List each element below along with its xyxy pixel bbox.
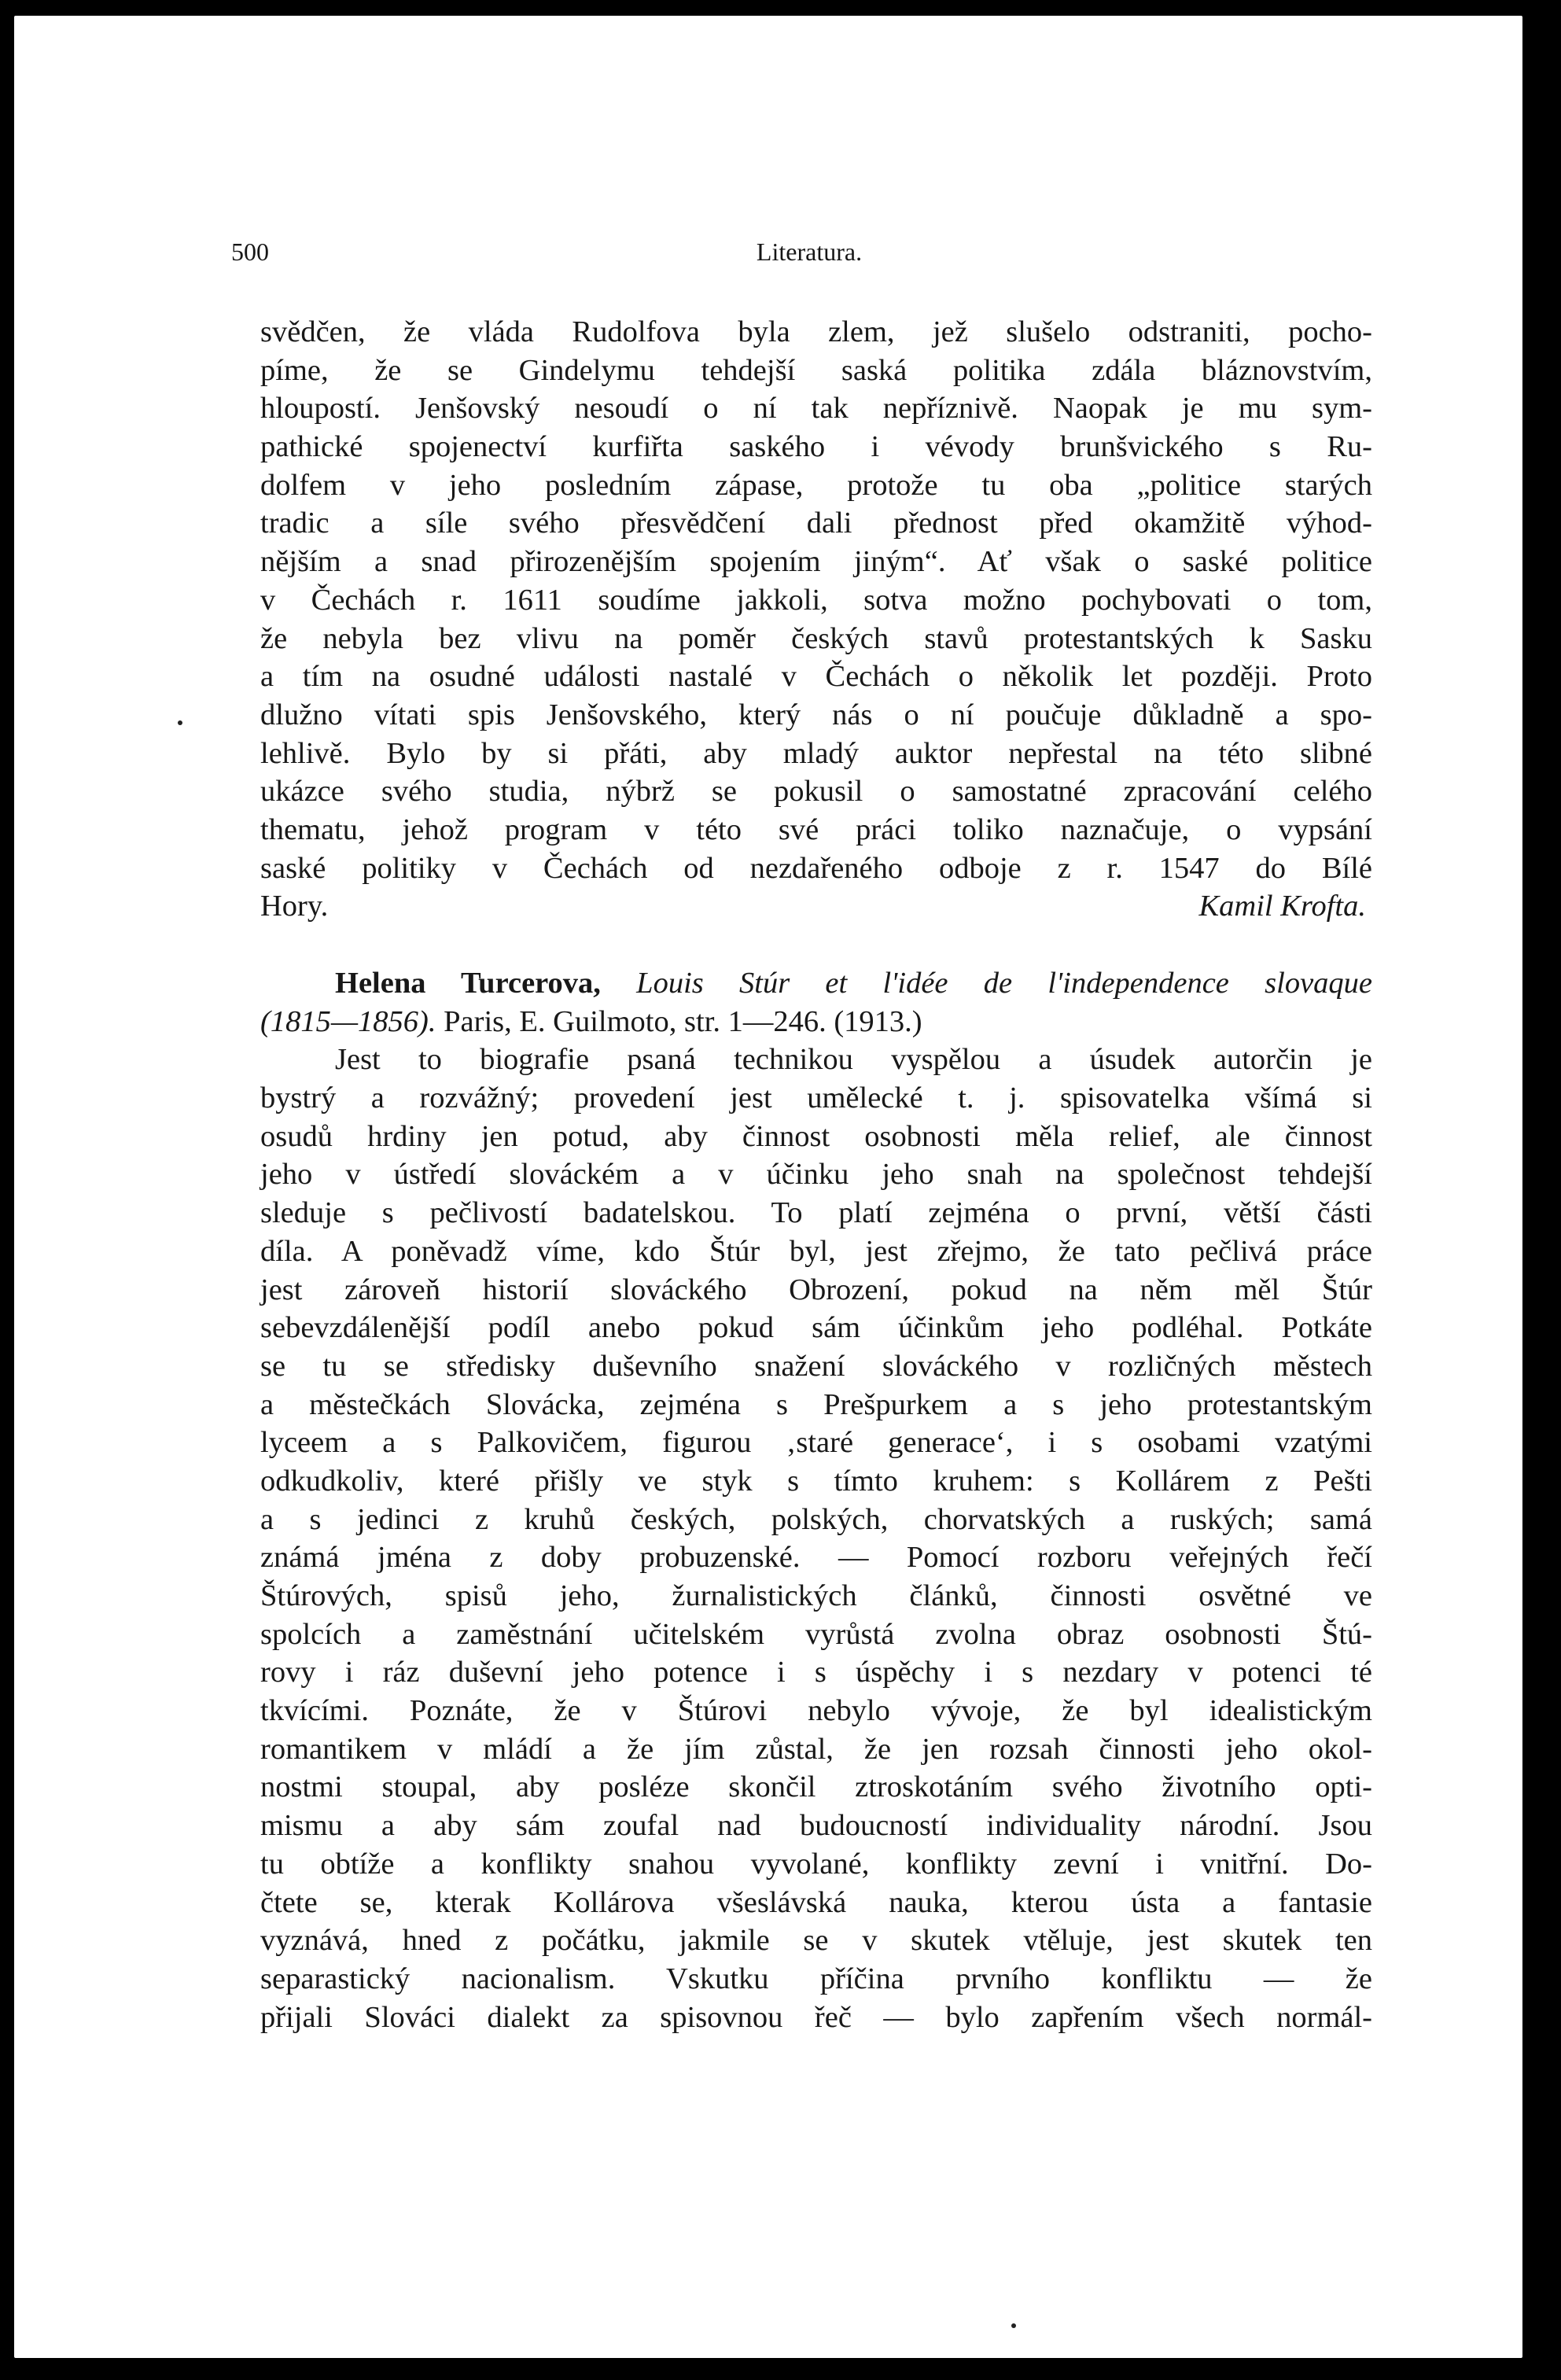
text-line: a tím na osudné události nastalé v Čechách o několik let později. Proto (260, 660, 1372, 694)
text-line: lyceem a s Palkovičem, figurou ‚staré generace‘, i s osobami vzatými (260, 1426, 1372, 1460)
text-line: rovy i ráz duševní jeho potence i s úspěchy i s nezdary v potenci té (260, 1656, 1372, 1689)
text-line: odkudkoliv, které přišly ve styk s tímto kruhem: s Kollárem z Pešti (260, 1464, 1372, 1498)
section-gap (260, 926, 1372, 964)
text-line: vyznává, hned z počátku, jakmile se v skutek vtěluje, jest skutek ten (260, 1924, 1372, 1958)
text-line: tkvícími. Poznáte, že v Štúrovi nebylo vývoje, že byl idealistickým (260, 1694, 1372, 1728)
text-line: tu obtíže a konflikty snahou vyvolané, konflikty zevní i vnitřní. Do- (260, 1847, 1372, 1881)
text-line: že nebyla bez vlivu na poměr českých stavů protestantských k Sasku (260, 621, 1372, 655)
text-line: spolcích a zaměstnání učitelském vyrůstá zvolna obraz osobnosti Štú- (260, 1617, 1372, 1651)
text-line: bystrý a rozvážný; provedení jest umělecké t. j. spisovatelka všímá si (260, 1081, 1372, 1115)
paragraph-1 (260, 313, 1372, 926)
page-header (231, 238, 1387, 277)
text-line: romantikem v mládí a že jím zůstal, že jen rozsah činnosti jeho okol- (260, 1732, 1372, 1766)
text-line: v Čechách r. 1611 soudíme jakkoli, sotva možno pochybovati o tom, (260, 583, 1372, 617)
text-line: osudů hrdiny jen potud, aby činnost osobnosti měla relief, ale činnost (260, 1119, 1372, 1153)
text-line: ukázce svého studia, nýbrž se pokusil o samostatné zpracování celého (260, 775, 1372, 809)
text-line: mismu a aby sám zoufal nad budoucností individuality národní. Jsou (260, 1809, 1372, 1843)
text-line: dlužno vítati spis Jenšovského, který nás o ní poučuje důkladně a spo- (260, 698, 1372, 731)
text-line: hloupostí. Jenšovský nesoudí o ní tak nepříznivě. Naopak je mu sym- (260, 392, 1372, 426)
text-line: a s jedinci z kruhů českých, polských, chorvatských a ruských; samá (260, 1502, 1372, 1536)
text-line: sleduje s pečlivostí badatelskou. To platí zejména o první, větší části (260, 1196, 1372, 1230)
text-line: známá jména z doby probuzenské. — Pomocí rozboru veřejných řečí (260, 1541, 1372, 1575)
review-years: (1815—1856). (260, 1004, 436, 1038)
review-book-title: Louis Stúr et l'idée de l'independence slovaque (636, 967, 1372, 1000)
text-line: čtete se, kterak Kollárova všeslávská nauka, kterou ústa a fantasie (260, 1885, 1372, 1919)
text-line: svědčen, že vláda Rudolfova byla zlem, jež slušelo odstraniti, pocho- (260, 315, 1372, 348)
text-line: dolfem v jeho posledním zápase, protože tu oba „politice starých (260, 468, 1372, 502)
text-line: thematu, jehož program v této své práci toliko naznačuje, o vypsání (260, 812, 1372, 846)
text-line-end: Hory. (260, 890, 329, 923)
text-line: lehlivě. Bylo by si přáti, aby mladý auktor nepřestal na této slibné (260, 736, 1372, 770)
text-line: Jest to biografie psaná technikou vyspělou a úsudek autorčin je (335, 1043, 1372, 1077)
text-line: díla. A poněvadž víme, kdo Štúr byl, jest zřejmo, že tato pečlivá práce (260, 1234, 1372, 1268)
text-line: jeho v ústředí slováckém a v účinku jeho snah na společnost tehdejší (260, 1158, 1372, 1192)
text-line: separastický nacionalism. Vskutku příčina prvního konfliktu — že (260, 1962, 1372, 1995)
review-author: Helena Turcerova, (335, 967, 601, 1000)
text-line: nějším a snad přirozenějším spojením jiným“. Ať však o saské politice (260, 545, 1372, 579)
scan-speck (1011, 2323, 1016, 2328)
text-line: píme, že se Gindelymu tehdejší saská politika zdála bláznovstvím, (260, 353, 1372, 387)
text-line: a městečkách Slovácka, zejména s Prešpurkem a s jeho protestantským (260, 1387, 1372, 1421)
text-line: jest zároveň historií slováckého Obrození, pokud na něm měl Štúr (260, 1273, 1372, 1306)
text-line: tradic a síle svého přesvědčení dali přednost před okamžitě výhod- (260, 507, 1372, 540)
text-line: přijali Slováci dialekt za spisovnou řeč — bylo zapřením všech normál- (260, 2000, 1372, 2034)
text-line: saské politiky v Čechách od nezdařeného odboje z r. 1547 do Bílé (260, 851, 1372, 885)
review-heading (260, 964, 1372, 1041)
text-line: pathické spojenectví kurfiřta saského i vévody brunšvického s Ru- (260, 430, 1372, 464)
page-number: 500 (231, 238, 269, 266)
text-line: Štúrových, spisů jeho, žurnalistických článků, činnosti osvětné ve (260, 1579, 1372, 1612)
text-line: se tu se středisky duševního snažení slováckého v rozličných městech (260, 1349, 1372, 1383)
text-block (260, 313, 1372, 2036)
review-publication-line (260, 1003, 1372, 1041)
paragraph-2 (260, 1041, 1372, 2036)
text-line: sebevzdálenější podíl anebo pokud sám účinkům jeho podléhal. Potkáte (260, 1311, 1372, 1345)
review-citation-line (260, 964, 1372, 1003)
review-publisher: Paris, E. Guilmoto, str. 1—246. (1913.) (444, 1004, 922, 1038)
running-title: Literatura. (756, 238, 863, 266)
text-line-with-signature (260, 887, 1372, 926)
text-line: nostmi stoupal, aby posléze skončil ztroskotáním svého životního opti- (260, 1770, 1372, 1804)
reviewer-signature: Kamil Krofta. (1198, 890, 1366, 923)
book-page (14, 16, 1522, 2358)
scan-speck (178, 720, 182, 725)
